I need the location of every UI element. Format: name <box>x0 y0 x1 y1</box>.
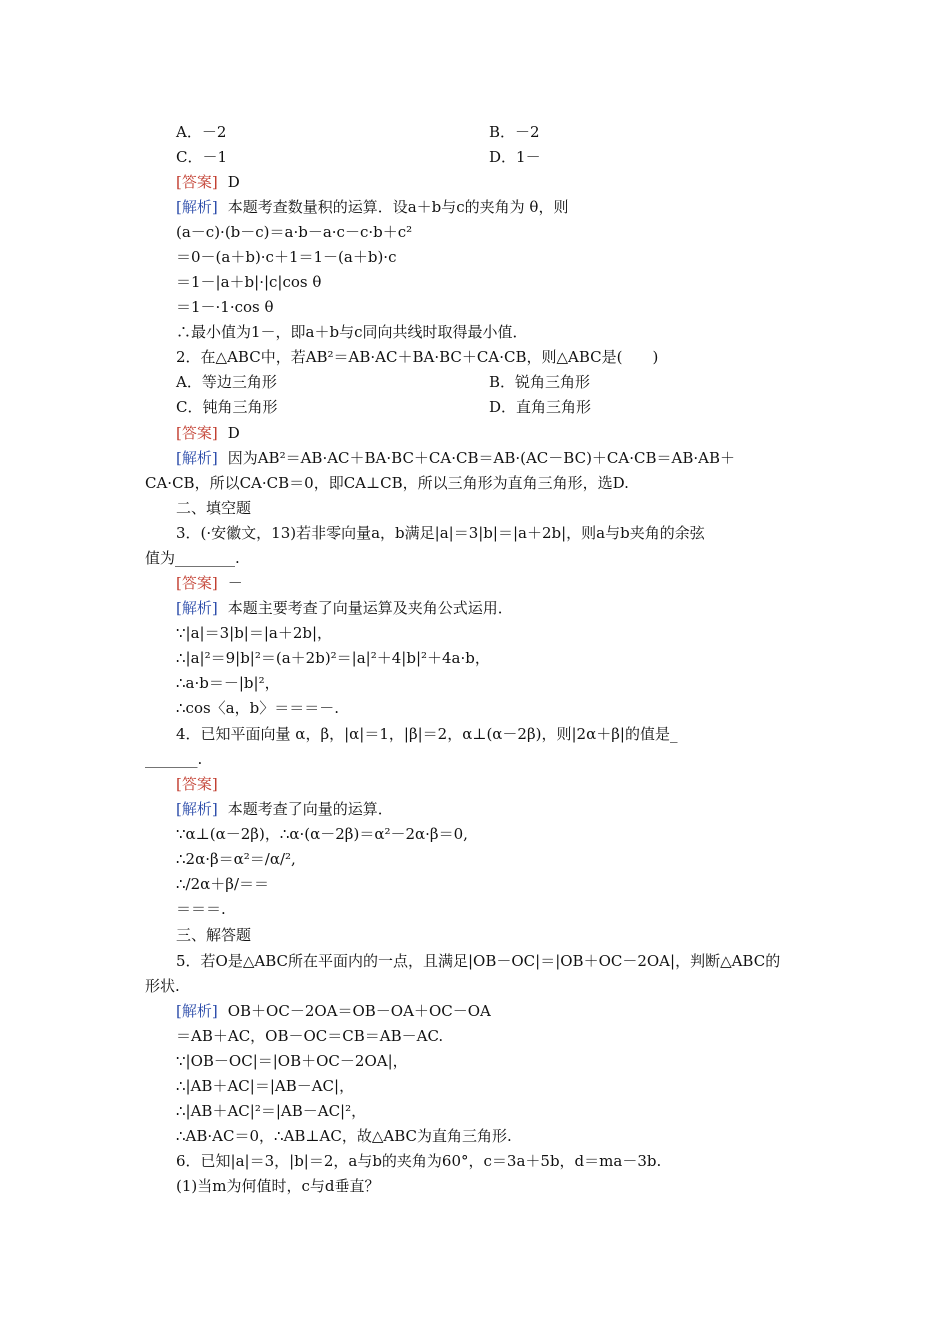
q2-stem: 2．在△ABC中，若AB²＝AB·AC＋BA·BC＋CA·CB，则△ABC是( ) <box>176 348 659 366</box>
section-heading-solutions: 三、解答题 <box>176 926 252 944</box>
q2-analysis-text: 因为AB²＝AB·AC＋BA·BC＋CA·CB＝AB·(AC－BC)＋CA·CB＝AB·AB＋ <box>227 449 735 467</box>
answer-tag: [答案] <box>176 574 218 592</box>
q5-analysis-line-3: ∵|OB－OC|＝|OB＋OC－2OA|， <box>176 1052 408 1070</box>
q1-answer <box>176 172 846 192</box>
q3-analysis-line-4: ∴a·b＝－|b|²， <box>176 674 280 692</box>
q3-analysis-line-3: ∴|a|²＝9|b|²＝(a＋2b)²＝|a|²＋4|b|²＋4a·b， <box>176 649 490 667</box>
q3-analysis-line-2: ∵|a|＝3|b|＝|a＋2b|， <box>176 624 333 642</box>
analysis-tag: [解析] <box>176 800 218 818</box>
q4-analysis-line-4: ∴/2α＋β/＝＝ <box>176 875 269 893</box>
q5-analysis-line-4: ∴|AB＋AC|＝|AB－AC|， <box>176 1077 355 1095</box>
q2-option-a: A．等边三角形 <box>176 373 277 391</box>
q1-analysis-line-5: ＝1－·1·cos θ <box>176 298 274 316</box>
q4-stem-line-1: 4．已知平面向量 α，β，|α|＝1，|β|＝2，α⊥(α－2β)，则|2α＋β|的值是_ <box>176 725 678 743</box>
q3-analysis-line-5: ∴cos〈a，b〉＝＝＝－. <box>176 699 339 717</box>
q5-analysis-line-6: ∴AB·AC＝0，∴AB⊥AC，故△ABC为直角三角形. <box>176 1127 512 1145</box>
q5-stem-line-1: 5．若O是△ABC所在平面内的一点，且满足|OB－OC|＝|OB＋OC－2OA|，判断△ABC的 <box>176 952 781 970</box>
q1-option-a: A．－2 <box>176 123 227 141</box>
q1-analysis-line-4: ＝1－|a＋b|·|c|cos θ <box>176 273 322 291</box>
q6-stem-line-1: 6．已知|a|＝3，|b|＝2，a与b的夹角为60°，c＝3a＋5b，d＝ma－3b. <box>176 1152 662 1170</box>
q2-answer <box>176 423 846 443</box>
q1-analysis-line-1 <box>176 197 846 217</box>
q3-analysis-line-1 <box>176 598 846 618</box>
q1-analysis-line-3: ＝0－(a＋b)·c＋1＝1－(a＋b)·c <box>176 248 397 266</box>
section-heading-fill-in: 二、填空题 <box>176 499 252 517</box>
q2-options-row-1 <box>176 372 846 392</box>
q1-analysis-line-2: (a－c)·(b－c)＝a·b－a·c－c·b＋c² <box>176 223 413 241</box>
q1-analysis-line-6: ∴最小值为1－，即a＋b与c同向共线时取得最小值． <box>176 323 528 341</box>
analysis-tag: [解析] <box>176 449 218 467</box>
analysis-tag: [解析] <box>176 599 218 617</box>
q4-answer <box>176 774 846 794</box>
q5-analysis-line-2: ＝AB＋AC，OB－OC＝CB＝AB－AC. <box>176 1027 444 1045</box>
q4-analysis-line-3: ∴2α·β＝α²＝/α/², <box>176 850 296 868</box>
q6-stem-line-2: (1)当m为何值时，c与d垂直？ <box>176 1177 380 1195</box>
q3-answer <box>176 573 846 593</box>
q4-analysis-line-5: ＝＝＝. <box>176 900 226 918</box>
q4-stem-line-2: _______. <box>145 750 203 768</box>
q1-option-b: B．－2 <box>489 123 540 141</box>
q2-analysis-line-1 <box>176 448 846 468</box>
q1-analysis-text: 本题考查数量积的运算．设a＋b与c的夹角为 θ，则 <box>227 198 569 216</box>
analysis-tag: [解析] <box>176 1002 218 1020</box>
q5-analysis-line-5: ∴|AB＋AC|²＝|AB－AC|²， <box>176 1102 367 1120</box>
q1-options-row-2 <box>176 147 846 167</box>
q5-analysis-line-1 <box>176 1001 846 1021</box>
q2-option-b: B．锐角三角形 <box>489 373 591 391</box>
analysis-tag: [解析] <box>176 198 218 216</box>
answer-tag: [答案] <box>176 775 218 793</box>
q3-analysis-text: 本题主要考查了向量运算及夹角公式运用． <box>227 599 513 617</box>
q1-options-row-1 <box>176 122 846 142</box>
q3-stem-line-1: 3．(·安徽文，13)若非零向量a，b满足|a|＝3|b|＝|a＋2b|，则a与b夹角的余弦 <box>176 524 705 542</box>
q2-option-d: D．直角三角形 <box>489 398 592 416</box>
q5-stem-line-2: 形状. <box>145 977 180 995</box>
answer-tag: [答案] <box>176 173 218 191</box>
q4-analysis-line-1 <box>176 799 846 819</box>
q3-answer-value: － <box>227 574 243 592</box>
q1-option-c: C．－1 <box>176 148 228 166</box>
q5-analysis-text: OB＋OC－2OA＝OB－OA＋OC－OA <box>227 1002 491 1020</box>
q2-analysis-line-2: CA·CB，所以CA·CB＝0，即CA⊥CB，所以三角形为直角三角形，选D. <box>145 474 629 492</box>
answer-tag: [答案] <box>176 424 218 442</box>
q1-answer-value: D <box>227 173 240 191</box>
q4-analysis-text: 本题考查了向量的运算． <box>227 800 393 818</box>
q2-answer-value: D <box>227 424 240 442</box>
q3-stem-line-2: 值为________. <box>145 549 240 567</box>
q4-analysis-line-2: ∵α⊥(α－2β)，∴α·(α－2β)＝α²－2α·β＝0, <box>176 825 468 843</box>
q1-option-d: D．1－ <box>489 148 541 166</box>
q2-options-row-2 <box>176 397 846 417</box>
q2-option-c: C．钝角三角形 <box>176 398 278 416</box>
